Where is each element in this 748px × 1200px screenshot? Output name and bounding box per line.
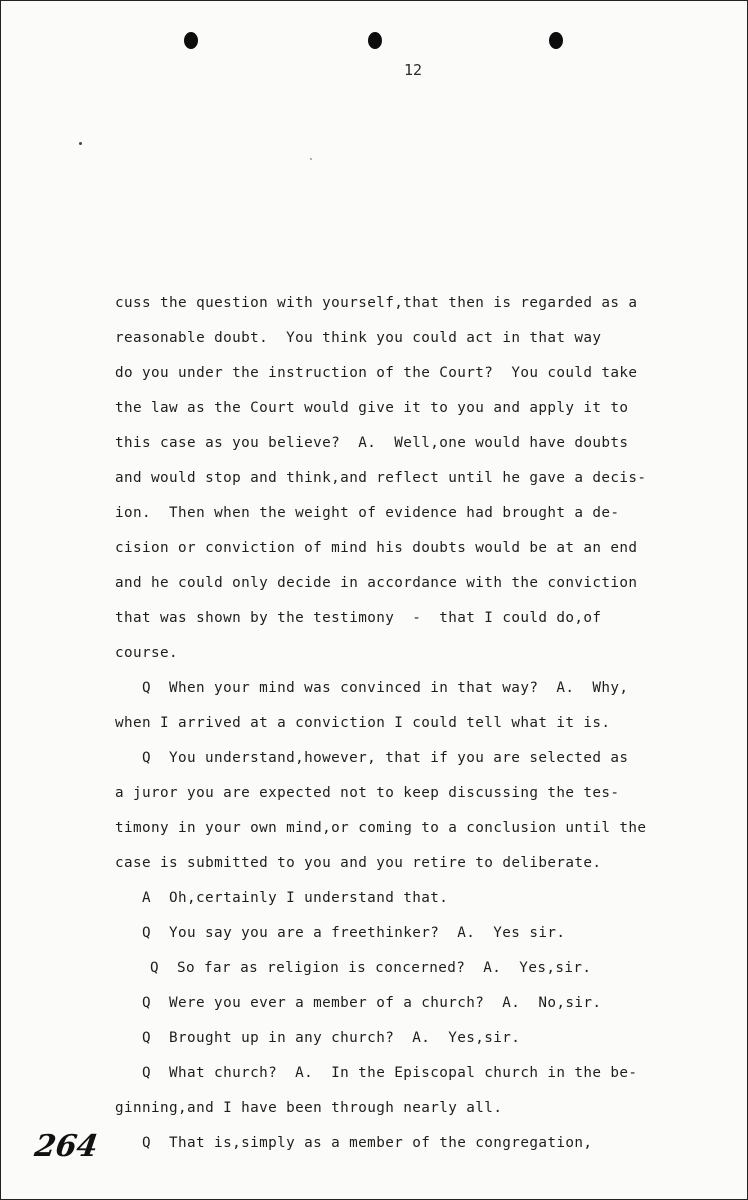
transcript-line: Q You understand,however, that if you are selected as xyxy=(142,750,629,766)
transcript-line: do you under the instruction of the Court? You could take xyxy=(115,365,638,381)
transcript-line: this case as you believe? A. Well,one would have doubts xyxy=(115,435,629,451)
transcript-line: ion. Then when the weight of evidence had brought a de- xyxy=(115,505,620,521)
scan-speck xyxy=(79,142,82,145)
punch-hole-center xyxy=(368,32,382,49)
transcript-line: a juror you are expected not to keep discussing the tes- xyxy=(115,785,620,801)
transcript-line: that was shown by the testimony - that I could do,of xyxy=(115,610,602,626)
transcript-line: course. xyxy=(115,645,179,661)
transcript-line: and would stop and think,and reflect until he gave a decis- xyxy=(115,470,647,486)
transcript-line: timony in your own mind,or coming to a conclusion until the xyxy=(115,820,647,836)
transcript-line: cuss the question with yourself,that then is regarded as a xyxy=(115,295,638,311)
transcript-line: A Oh,certainly I understand that. xyxy=(142,890,449,906)
handwritten-margin-number: 264 xyxy=(32,1129,101,1164)
transcript-line: the law as the Court would give it to you and apply it to xyxy=(115,400,629,416)
transcript-line: when I arrived at a conviction I could tell what it is. xyxy=(115,715,611,731)
transcript-line: Q Brought up in any church? A. Yes,sir. xyxy=(142,1030,521,1046)
transcript-line: Q That is,simply as a member of the congregation, xyxy=(142,1135,593,1151)
transcript-line: Q Were you ever a member of a church? A. No,sir. xyxy=(142,995,602,1011)
page-number: 12 xyxy=(404,61,423,79)
transcript-line: cision or conviction of mind his doubts would be at an end xyxy=(115,540,638,556)
transcript-line: Q So far as religion is concerned? A. Yes,sir. xyxy=(150,960,592,976)
punch-hole-left xyxy=(184,32,198,49)
transcript-line: Q You say you are a freethinker? A. Yes sir. xyxy=(142,925,566,941)
transcript-line: reasonable doubt. You think you could act in that way xyxy=(115,330,602,346)
transcript-line: and he could only decide in accordance with the conviction xyxy=(115,575,638,591)
transcript-line: Q What church? A. In the Episcopal church in the be- xyxy=(142,1065,638,1081)
transcript-line: Q When your mind was convinced in that way? A. Why, xyxy=(142,680,629,696)
punch-hole-right xyxy=(549,32,563,49)
scan-speck xyxy=(310,158,312,160)
transcript-line: ginning,and I have been through nearly all. xyxy=(115,1100,503,1116)
transcript-line: case is submitted to you and you retire to deliberate. xyxy=(115,855,602,871)
